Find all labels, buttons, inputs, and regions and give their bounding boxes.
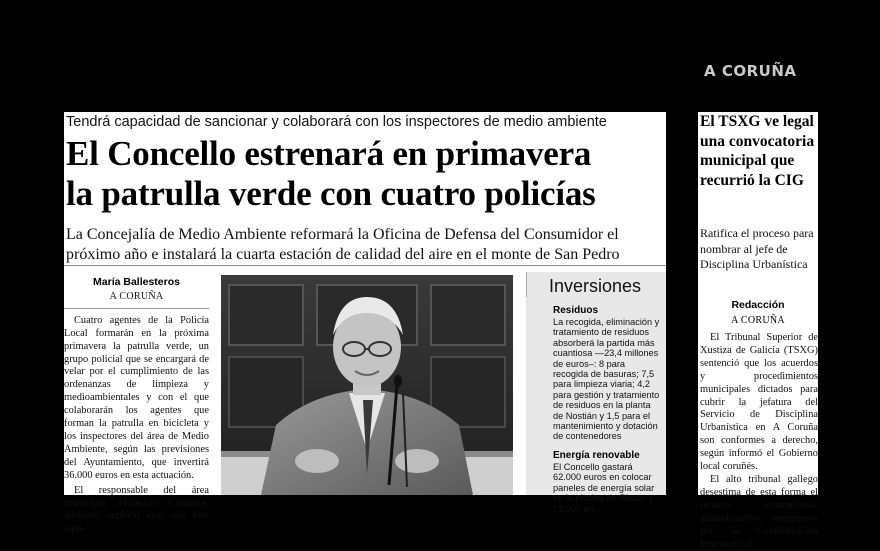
side-byline: Redacción [731,299,785,311]
side-dateline: A CORUÑA [731,315,785,326]
body-paragraph: El alto tribunal gallego desestima de esta forma el recurso contencioso-administrativo interpuesto por la Confederación Intersindical [700,473,818,550]
photo-man-speaking-at-microphone [221,275,513,495]
side-subhead: Ratifica el proceso para nombrar al jefe de Disciplina Urbanística [700,226,814,271]
main-article [64,112,666,535]
dateline: A CORUÑA [109,290,164,302]
box-section-title: Residuos [553,305,599,316]
author-byline: María Ballesteros [93,276,180,288]
body-paragraph: El Tribunal Superior de Xustiza de Galicia (TSXG) sentenció que los acuerdos y procedimientos municipales dictados para cubrir la jefatura del Servicio de Disciplina Urbanística en A Coruña son conformes a derecho, según informó el Gobierno local coruñés. [700,332,818,473]
article-body-column [64,272,209,538]
side-article [698,112,818,550]
subhead-line-1: La Concejalía de Medio Ambiente reformará la Oficina de Defensa del Consumidor el [66,226,619,243]
side-headline: El TSXG ve legal una convocatoria municipal que recurrió la CIG [700,113,815,189]
box-section-energia [526,450,666,514]
headline-line-2: la patrulla verde con cuatro policías [66,174,596,213]
article-kicker: Tendrá capacidad de sancionar y colaborará con los inspectores de medio ambiente [66,114,607,130]
divider [64,265,666,266]
article-photo [221,275,513,495]
headline-line-1: El Concello estrenará en primavera [66,134,592,173]
box-section-text: La recogida, eliminación y tratamiento de residuos absorberá la partida más cuantiosa —23,4 millones de euros–: 8 para recogida de basuras; 7,5 para limpieza viaria; 4,2 para gestión y tratamiento de residuos en la planta de Nostián y 1,5 para el mantenimiento y dotación de contenedores [553,317,660,442]
article-headline [66,134,666,214]
article-subhead [66,225,664,265]
section-label: A CORUÑA [704,62,797,80]
body-paragraph: El responsable del área municipal, Florencio Cardador, adelantó también ayer que este equi- [64,484,209,535]
box-section-residuos [526,305,666,442]
body-paragraph: Cuatro agentes de la Policía Local formarán en la próxima primavera la patrulla verde, un grupo policial que se encargará de velar por el cumplimiento de las ordenanzas de limpieza y medioambientales y con el que colaborarán los agentes que forman la patrulla en bicicleta y los inspectores del área de Medio Ambiente, según las previsiones del Ayuntamiento, que invertirá 36.000 euros en esta actuación. [64,314,209,481]
box-title: Inversiones [526,272,666,297]
side-body [700,332,818,551]
box-section-text: El Concello gastará 62.000 euros en colocar paneles de energía solar en la piscina de Riazor y 12.000 en [553,461,655,514]
investments-sidebar-box [526,272,666,514]
box-section-title: Energía renovable [553,449,640,461]
byline-divider [64,308,209,309]
subhead-line-2: próximo año e instalará la cuarta estación de calidad del aire en el monte de San Pedro [66,246,620,263]
